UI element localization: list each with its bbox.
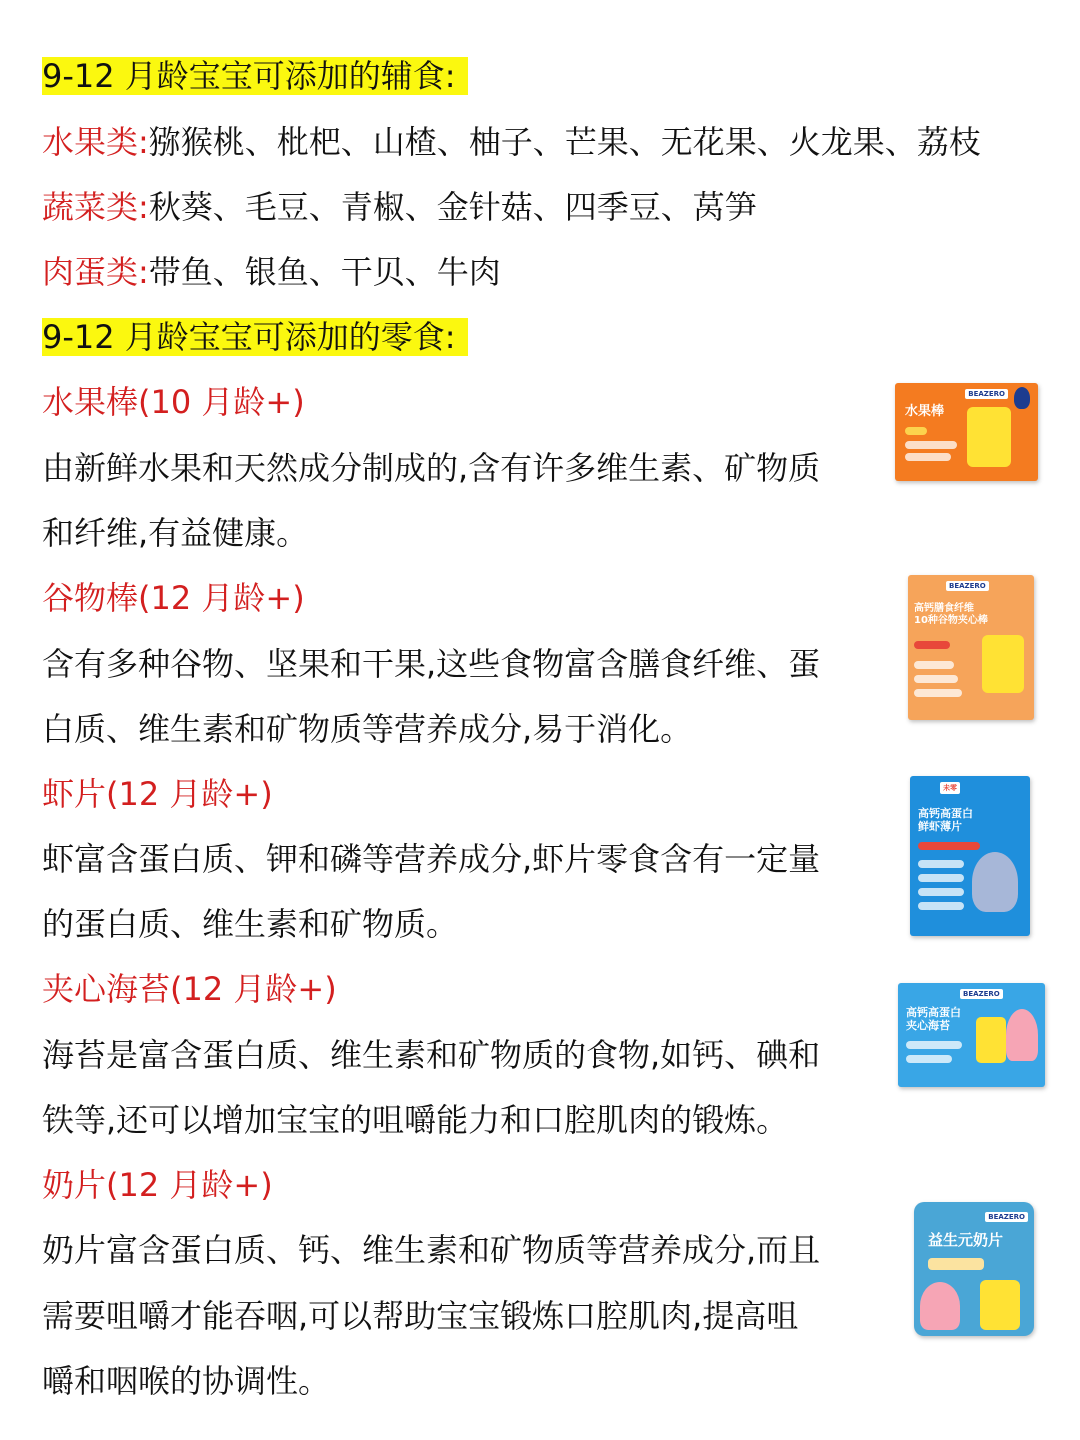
snack-description-line: 含有多种谷物、坚果和干果,这些食物富含膳食纤维、蛋 [42, 645, 821, 683]
seaweed-package-image [898, 983, 1045, 1087]
snack-description-line: 奶片富含蛋白质、钙、维生素和矿物质等营养成分,而且 [42, 1231, 821, 1269]
package-name: 高钙膳食纤维 10种谷物夹心棒 [914, 603, 988, 626]
package-brand: BEAZERO [985, 1212, 1028, 1222]
package-brand: BEAZERO [946, 581, 989, 591]
snack-title: 夹心海苔(12 月龄+) [42, 970, 337, 1008]
snacks-heading: 9-12 月龄宝宝可添加的零食: [42, 315, 468, 359]
milk-tablet-package-image [914, 1202, 1034, 1336]
package-brand: 未零 [940, 782, 960, 794]
cartoon-character-icon [980, 1280, 1020, 1330]
snack-description-line: 白质、维生素和矿物质等营养成分,易于消化。 [42, 710, 693, 748]
cartoon-character-icon [967, 407, 1011, 467]
snack-description-line: 铁等,还可以增加宝宝的咀嚼能力和口腔肌肉的锻炼。 [42, 1101, 789, 1139]
complementary-heading: 9-12 月龄宝宝可添加的辅食: [42, 54, 468, 98]
award-badge-icon [1014, 387, 1030, 409]
fruit-row [42, 120, 981, 164]
row-items: 猕猴桃、枇杷、山楂、柚子、芒果、无花果、火龙果、荔枝 [148, 123, 981, 161]
snack-description-line: 由新鲜水果和天然成分制成的,含有许多维生素、矿物质 [42, 449, 821, 487]
row-label: 蔬菜类: [42, 188, 149, 226]
cereal-stick-package-image [908, 575, 1034, 720]
row-label: 水果类: [42, 123, 149, 161]
snack-description-line: 需要咀嚼才能吞咽,可以帮助宝宝锻炼口腔肌肉,提高咀 [42, 1297, 799, 1335]
snack-description-line: 和纤维,有益健康。 [42, 514, 309, 552]
row-items: 秋葵、毛豆、青椒、金针菇、四季豆、莴笋 [148, 188, 757, 226]
shrimp-chip-package-image [910, 776, 1030, 936]
snack-description-line: 嚼和咽喉的协调性。 [42, 1362, 331, 1400]
row-label: 肉蛋类: [42, 253, 149, 291]
package-brand: BEAZERO [960, 989, 1003, 999]
cartoon-dog-icon [972, 852, 1018, 912]
package-brand: BEAZERO [965, 389, 1008, 399]
snack-description-line: 海苔是富含蛋白质、维生素和矿物质的食物,如钙、碘和 [42, 1036, 821, 1074]
package-name: 高钙高蛋白 夹心海苔 [906, 1006, 961, 1032]
vegetable-row [42, 185, 757, 229]
meat-egg-row [42, 250, 501, 294]
snack-title: 奶片(12 月龄+) [42, 1166, 273, 1204]
snack-description-line: 虾富含蛋白质、钾和磷等营养成分,虾片零食含有一定量 [42, 840, 821, 878]
row-items: 带鱼、银鱼、干贝、牛肉 [148, 253, 501, 291]
cartoon-starfish-icon [1006, 1009, 1038, 1061]
snack-title: 水果棒(10 月龄+) [42, 383, 305, 421]
snack-description-line: 的蛋白质、维生素和矿物质。 [42, 905, 459, 943]
cartoon-character-icon [982, 635, 1024, 693]
snack-title: 谷物棒(12 月龄+) [42, 579, 305, 617]
cartoon-starfish-icon [920, 1282, 960, 1330]
package-name: 水果棒 [905, 404, 945, 419]
snack-title: 虾片(12 月龄+) [42, 775, 273, 813]
package-name: 高钙高蛋白 鲜虾薄片 [918, 807, 973, 833]
fruit-stick-package-image [895, 383, 1038, 481]
package-name: 益生元奶片 [928, 1231, 1004, 1249]
cartoon-character-icon [976, 1017, 1006, 1063]
